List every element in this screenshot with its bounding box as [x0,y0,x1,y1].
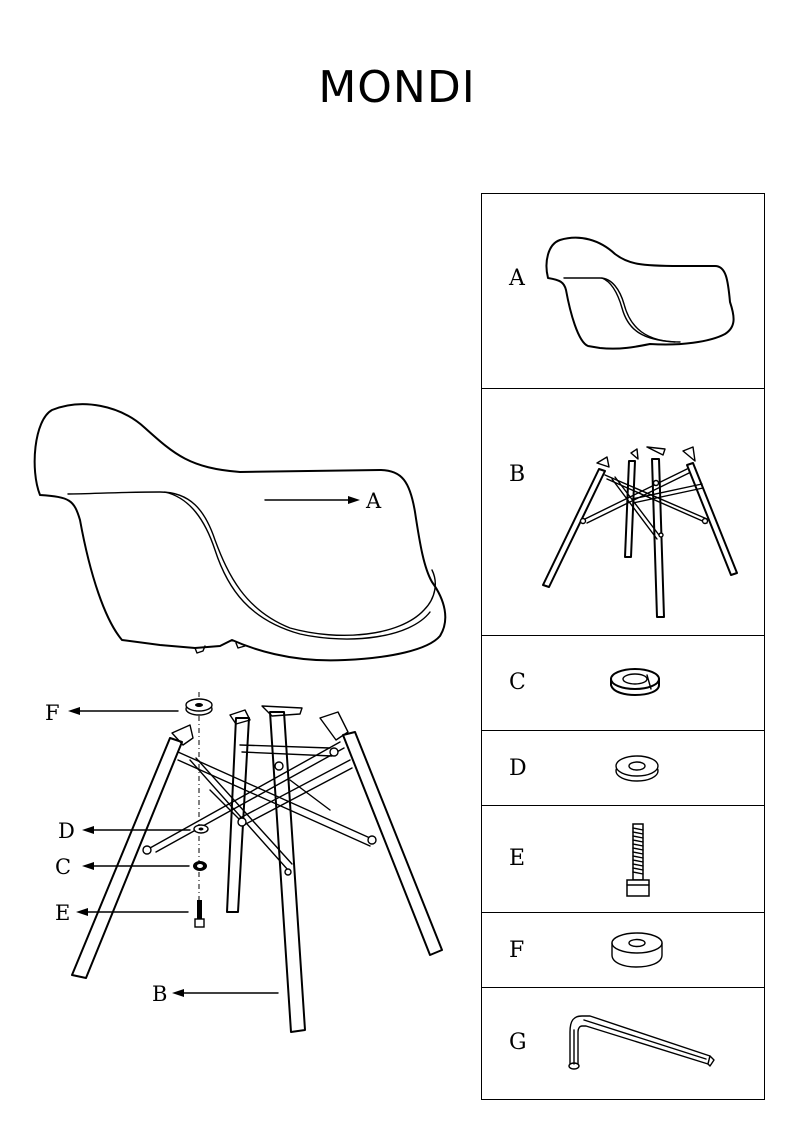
part-row-g [482,988,764,1101]
allen-key-icon [564,1004,724,1084]
part-letter: B [509,462,526,487]
spring-washer-icon [607,663,667,703]
part-row-c [482,636,764,731]
part-letter: C [509,670,526,695]
callout-arrows [68,496,360,997]
washer-icon [613,751,663,787]
document-title: MONDI [318,62,476,113]
seat-shell-drawing [35,404,446,660]
base-drawing [72,706,442,1032]
part-row-f [482,913,764,988]
wooden-base-icon [537,439,747,624]
part-letter: A [509,266,525,291]
callout-base: B [152,982,168,1006]
part-letter: F [509,938,525,963]
callout-seat: A [366,489,382,513]
callout-spring-washer: C [55,855,72,879]
part-letter: G [509,1030,527,1055]
bolt-icon [623,818,653,902]
part-row-b [482,389,764,636]
part-letter: D [509,756,527,781]
part-row-e [482,806,764,913]
callout-washer: D [58,819,75,843]
part-row-a [482,194,764,389]
spacer-icon [608,929,668,971]
callout-bolt: E [55,901,71,925]
callout-fixing: F [45,701,60,725]
seat-shell-icon [540,232,740,357]
part-row-d [482,731,764,806]
part-letter: E [509,846,526,871]
parts-list-table [481,193,765,1100]
